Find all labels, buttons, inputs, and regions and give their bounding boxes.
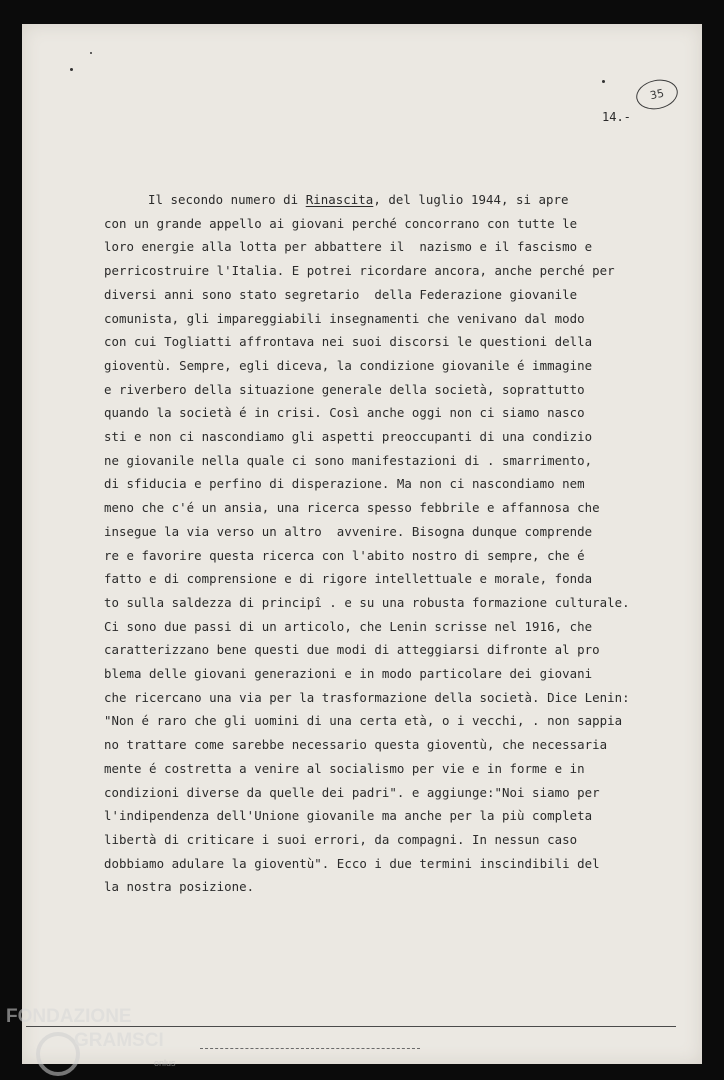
text-segment: libertà di criticare i suoi errori, da compagni. In nessun caso: [104, 831, 578, 847]
text-line: [104, 638, 676, 662]
text-line: [104, 781, 676, 805]
watermark-line3: onlus: [154, 1058, 176, 1068]
text-segment: fatto e di comprensione e di rigore intellettuale e morale, fonda: [104, 571, 593, 587]
text-line: [104, 496, 676, 520]
text-segment: gioventù. Sempre, egli diceva, la condizione giovanile é immagine: [104, 357, 593, 373]
ink-speck: [90, 52, 92, 54]
text-segment: sti e non ci nascondiamo gli aspetti preoccupanti di una condizio: [104, 429, 593, 445]
text-segment: insegue la via verso un altro avvenire. Bisogna dunque comprende: [104, 523, 593, 539]
text-line: [104, 757, 676, 781]
text-segment: meno che c'é un ansia, una ricerca spesso febbrile e affannosa che: [104, 500, 600, 516]
text-line: [104, 804, 676, 828]
text-line: [104, 283, 676, 307]
text-segment: condizioni diverse da quelle dei padri". e aggiunge:"Noi siamo per: [104, 784, 600, 800]
text-segment: la nostra posizione.: [104, 879, 255, 895]
stamp-number: 35: [648, 86, 666, 103]
text-line: [104, 733, 676, 757]
bottom-dashed-rule: [200, 1048, 420, 1050]
text-segment: mente é costretta a venire al socialismo per vie e in forme e in: [104, 760, 585, 776]
text-segment: che ricercano una via per la trasformazione della società. Dice Lenin:: [104, 689, 630, 705]
text-segment: Ci sono due passi di un articolo, che Lenin scrisse nel 1916, che: [104, 618, 593, 634]
text-segment: Il secondo numero di: [148, 192, 306, 207]
text-segment: con un grande appello ai giovani perché concorrano con tutte le: [104, 215, 578, 231]
text-line: [104, 401, 676, 425]
text-segment: quando la società é in crisi. Così anche oggi non ci siamo nasco: [104, 405, 585, 421]
text-line: [104, 188, 676, 212]
text-segment: re e favorire questa ricerca con l'abito nostro di sempre, che é: [104, 547, 585, 563]
text-segment: perricostruire l'Italia. E potrei ricordare ancora, anche perché per: [104, 263, 615, 279]
text-line: [104, 378, 676, 402]
text-line: [104, 828, 676, 852]
text-line: [104, 354, 676, 378]
text-segment: blema delle giovani generazioni e in modo particolare dei giovani: [104, 666, 593, 682]
text-segment: con cui Togliatti affrontava nei suoi discorsi le questioni della: [104, 334, 593, 350]
text-segment: caratterizzano bene questi due modi di atteggiarsi difronte al pro: [104, 642, 600, 658]
text-line: [104, 544, 676, 568]
text-segment: "Non é raro che gli uomini di una certa età, o i vecchi, . non sappia: [104, 713, 623, 729]
text-segment: ne giovanile nella quale ci sono manifestazioni di . smarrimento,: [104, 452, 593, 468]
text-segment: comunista, gli impareggiabili insegnamenti che venivano dal modo: [104, 310, 585, 326]
page-number: 14.-: [602, 110, 631, 124]
watermark-line2: GRAMSCI: [74, 1030, 164, 1051]
watermark-line1: FONDAZIONE: [6, 1006, 132, 1027]
text-line: [104, 520, 676, 544]
text-segment: , del luglio 1944, si apre: [373, 192, 569, 207]
text-line: [104, 449, 676, 473]
text-line: [104, 307, 676, 331]
text-line: [104, 212, 676, 236]
text-line: [104, 852, 676, 876]
text-segment: loro energie alla lotta per abbattere il nazismo e il fascismo e: [104, 239, 593, 255]
text-line: [104, 591, 676, 615]
text-line: [104, 472, 676, 496]
ink-speck: [70, 68, 73, 71]
text-segment: l'indipendenza dell'Unione giovanile ma anche per la più completa: [104, 808, 593, 824]
watermark-circle: [38, 1034, 78, 1074]
text-line: [104, 709, 676, 733]
ink-speck: [602, 80, 605, 83]
text-segment: dobbiamo adulare la gioventù". Ecco i due termini inscindibili del: [104, 855, 600, 871]
text-segment: diversi anni sono stato segretario della Federazione giovanile: [104, 286, 578, 302]
text-line: [104, 330, 676, 354]
text-line: [104, 875, 676, 899]
text-line: [104, 615, 676, 639]
text-line: [104, 567, 676, 591]
text-segment: di sfiducia e perfino di disperazione. Ma non ci nascondiamo nem: [104, 476, 585, 492]
text-segment: no trattare come sarebbe necessario questa gioventù, che necessaria: [104, 737, 608, 753]
text-line: [104, 425, 676, 449]
text-line: [104, 259, 676, 283]
document-body: [104, 188, 676, 899]
fondazione-gramsci-logo: [4, 1000, 204, 1080]
text-line: [104, 662, 676, 686]
underlined-title: Rinascita: [305, 192, 374, 207]
text-segment: to sulla saldezza di principî . e su una robusta formazione culturale.: [104, 594, 630, 610]
text-segment: e riverbero della situazione generale della società, soprattutto: [104, 381, 585, 397]
text-line: [104, 235, 676, 259]
text-line: [104, 686, 676, 710]
